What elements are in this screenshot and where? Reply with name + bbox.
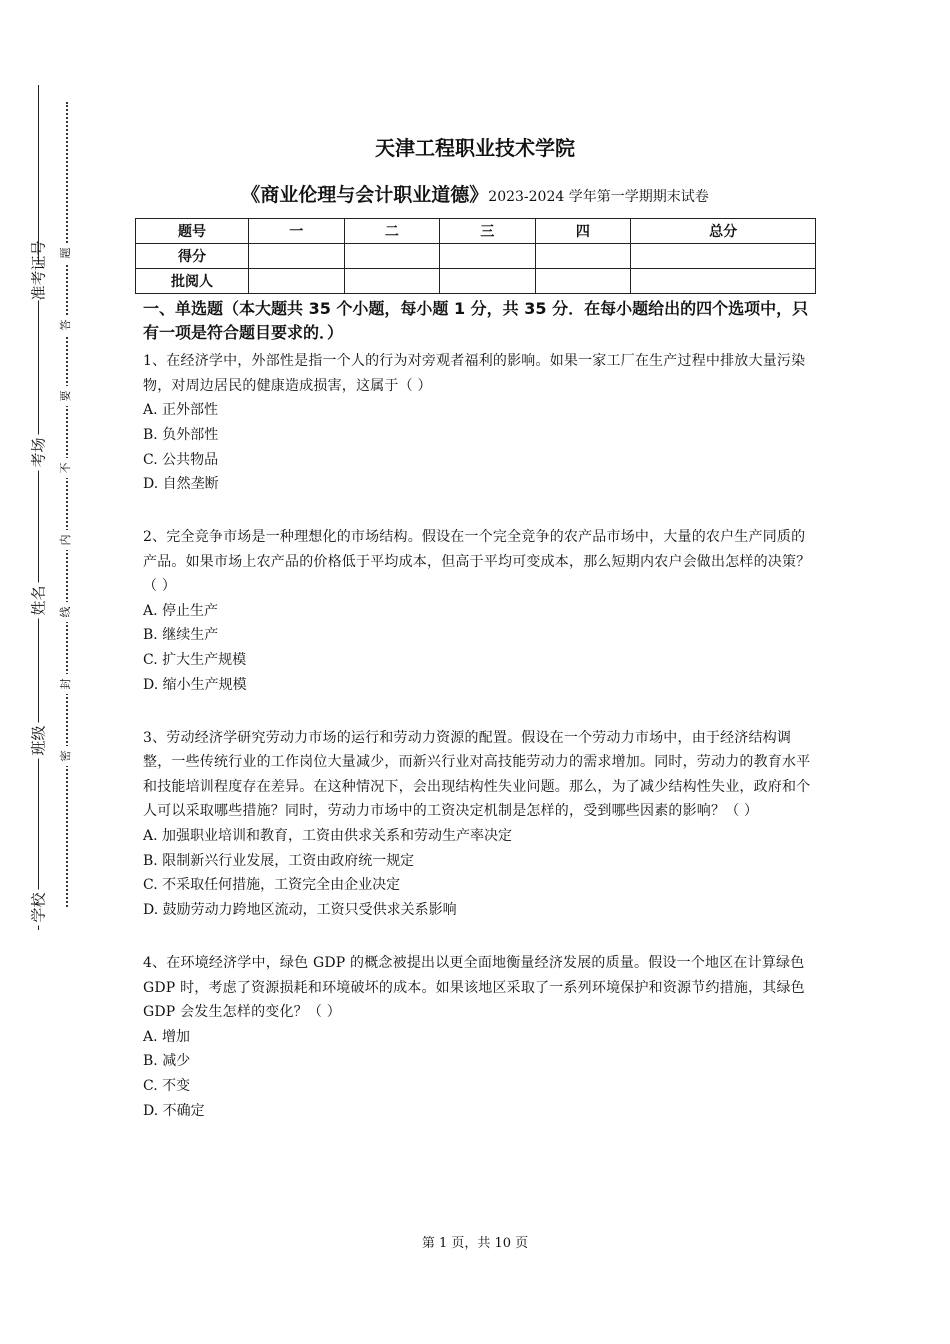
- score-table-header-cell: 一: [249, 219, 345, 244]
- score-table-header-cell: 题号: [136, 219, 249, 244]
- question: [143, 349, 813, 497]
- option-d[interactable]: D. 缩小生产规模: [143, 677, 247, 694]
- field-label-class: 班级: [28, 723, 49, 759]
- seal-char: 密: [59, 746, 73, 766]
- field-label-name: 姓名: [28, 583, 49, 619]
- score-table: [135, 218, 816, 294]
- spacer: [143, 923, 813, 947]
- score-cell[interactable]: [440, 244, 536, 269]
- seal-dotted-line: [66, 102, 68, 907]
- seal-char: 内: [59, 530, 73, 550]
- option-b[interactable]: B. 减少: [143, 1053, 191, 1070]
- option-c[interactable]: C. 不变: [143, 1078, 191, 1095]
- question: [143, 726, 813, 923]
- exam-content: [143, 297, 813, 1124]
- question-text: 3、劳动经济学研究劳动力市场的运行和劳动力资源的配置。假设在一个劳动力市场中，由于经济结构调整，一些传统行业的工作岗位大量减少，而新兴行业对高技能劳动力的需求增加。同时，劳动力的教育水平和技能培训程度存在差异。在这种情况下，会出现结构性失业问题。那么，为了减少结构性失业，政府和个人可以采取哪些措施？同时，劳动力市场中的工资决定机制是怎样的，受到哪些因素的影响？（ ）: [143, 729, 811, 820]
- question: [143, 525, 813, 698]
- reviewer-cell[interactable]: [631, 269, 816, 294]
- score-table-header-cell: 四: [535, 219, 631, 244]
- option-a[interactable]: A. 正外部性: [143, 402, 219, 418]
- reviewer-cell[interactable]: [535, 269, 631, 294]
- reviewer-cell[interactable]: [344, 269, 440, 294]
- score-cell[interactable]: [535, 244, 631, 269]
- score-cell[interactable]: [631, 244, 816, 269]
- score-table-row-label: 批阅人: [136, 269, 249, 294]
- score-table-row: [136, 244, 816, 269]
- field-label-school: 学校: [28, 890, 49, 926]
- option-a[interactable]: A. 加强职业培训和教育，工资由供求关系和劳动生产率决定: [143, 827, 513, 844]
- field-label-exam-room: 考场: [28, 435, 49, 471]
- option-c[interactable]: C. 扩大生产规模: [143, 652, 247, 669]
- score-cell[interactable]: [344, 244, 440, 269]
- option-b[interactable]: B. 限制新兴行业发展，工资由政府统一规定: [143, 852, 415, 869]
- seal-char: 封: [59, 674, 73, 694]
- seal-char: 要: [59, 386, 73, 406]
- option-c[interactable]: C. 公共物品: [143, 451, 219, 468]
- score-table-header-cell: 总分: [631, 219, 816, 244]
- seal-char: 不: [59, 458, 73, 478]
- seal-char: 答: [59, 315, 73, 335]
- reviewer-cell[interactable]: [249, 269, 345, 294]
- exam-term: 2023-2024 学年第一学期期末试卷: [488, 189, 709, 205]
- score-table-header-cell: 三: [440, 219, 536, 244]
- score-table-header-row: [136, 219, 816, 244]
- spacer: [143, 698, 813, 722]
- option-d[interactable]: D. 自然垄断: [143, 476, 219, 493]
- score-table-row-label: 得分: [136, 244, 249, 269]
- score-table-header-cell: 二: [344, 219, 440, 244]
- field-label-exam-number: 准考证号: [29, 240, 48, 301]
- option-a[interactable]: A. 停止生产: [143, 602, 219, 619]
- seal-char: 题: [59, 243, 73, 263]
- page-number: 第 1 页，共 10 页: [421, 1236, 529, 1251]
- spacer: [143, 497, 813, 521]
- option-d[interactable]: D. 鼓励劳动力跨地区流动，工资只受供求关系影响: [143, 902, 457, 919]
- exam-subtitle: [0, 180, 950, 207]
- question: [143, 951, 813, 1124]
- question-text: 1、在经济学中，外部性是指一个人的行为对旁观者福利的影响。如果一家工厂在生产过程中排放大量污染物，对周边居民的健康造成损害，这属于（ ）: [143, 353, 806, 394]
- school-title: 天津工程职业技术学院: [375, 136, 575, 160]
- score-table-row: [136, 269, 816, 294]
- binding-line: [38, 85, 39, 930]
- reviewer-cell[interactable]: [440, 269, 536, 294]
- seal-char: 线: [59, 602, 73, 622]
- option-b[interactable]: B. 继续生产: [143, 627, 219, 644]
- option-d[interactable]: D. 不确定: [143, 1102, 205, 1119]
- question-text: 2、完全竞争市场是一种理想化的市场结构。假设在一个完全竞争的农产品市场中，大量的农户生产同质的产品。如果市场上农产品的价格低于平均成本，但高于平均可变成本，那么短期内农户会做出怎样的决策？（ ）: [143, 529, 811, 595]
- option-b[interactable]: B. 负外部性: [143, 426, 219, 443]
- section-title: 一、单选题（本大题共 35 个小题，每小题 1 分，共 35 分．在每小题给出的四个选项中，只有一项是符合题目要求的．）: [143, 299, 809, 342]
- question-text: 4、在环境经济学中，绿色 GDP 的概念被提出以更全面地衡量经济发展的质量。假设一个地区在计算绿色 GDP 时，考虑了资源损耗和环境破坏的成本。如果该地区采取了一系列环境保护和资源节约措施，其绿色 GDP 会发生怎样的变化？（ ）: [143, 955, 805, 1021]
- option-a[interactable]: A. 增加: [143, 1028, 191, 1045]
- course-name: 《商业伦理与会计职业道德》: [241, 184, 489, 206]
- score-cell[interactable]: [249, 244, 345, 269]
- option-c[interactable]: C. 不采取任何措施，工资完全由企业决定: [143, 877, 401, 894]
